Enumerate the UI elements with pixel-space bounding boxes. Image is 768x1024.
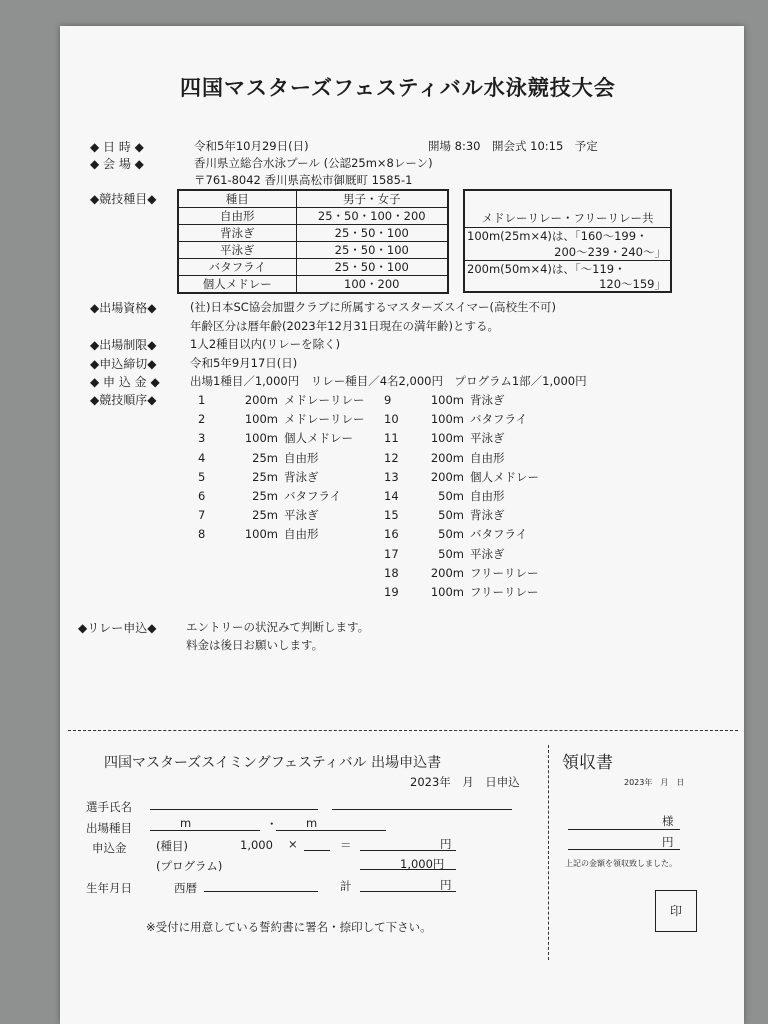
table-cell: 背泳ぎ [178,225,296,242]
open-time: 開場 8:30 開会式 10:15 予定 [428,139,598,153]
list-item: 14 50m 自由形 [384,489,505,504]
table-cell: 自由形 [178,208,296,225]
name-label: 選手氏名 [86,800,132,814]
table-row [178,190,448,208]
table-cell: 個人メドレー [178,276,296,294]
qualification-label: ◆出場資格◆ [90,301,157,315]
list-item: 10 100m バタフライ [384,412,528,427]
relay-box-head: メドレーリレー・フリーリレー共 [465,209,670,228]
table-header: 種目 [178,190,296,208]
receipt-title: 領収書 [562,753,613,773]
list-item: 6 25m バタフライ [198,489,342,504]
events-label: ◆競技種目◆ [90,192,157,206]
equals-sign: ＝ [340,838,352,852]
stamp-box: 印 [655,890,697,932]
limit-value: 1人2種目以内(リレーを除く) [190,337,341,351]
total-yen: 円 [440,878,452,892]
table-row [178,225,448,242]
relay-box-line: 120～159」 [599,277,666,291]
table-cell: 平泳ぎ [178,242,296,259]
order-list-left [198,391,365,545]
table-row [178,259,448,276]
program-label: (プログラム) [156,859,223,873]
fee-unit: 1,000 [240,838,273,852]
form-title: 四国マスターズスイミングフェスティバル 出場申込書 [104,755,442,771]
table-cell: 25・50・100・200 [296,208,448,225]
fee-sub-label: (種目) [156,839,188,853]
list-item: 11 100m 平泳ぎ [384,431,505,446]
table-cell: バタフライ [178,259,296,276]
list-item: 8 100m 自由形 [198,527,319,542]
receipt-note: 上記の金額を領収致しました。 [565,859,677,868]
list-item: 15 50m 背泳ぎ [384,508,505,523]
date-value: 令和5年10月29日(日) [194,139,309,153]
fee-label: ◆ 申 込 金 ◆ [90,375,160,389]
table-cell: 25・50・100 [296,259,448,276]
fee-field-label: 申込金 [92,841,127,855]
list-item: 2 100m メドレーリレー [198,412,365,427]
date-label: ◆ 日 時 ◆ [90,140,144,154]
qualification-line1: (社)日本SC協会加盟クラブに所属するマスターズスイマー(高校生不可) [190,300,556,314]
fee-yen: 円 [440,837,452,851]
total-label: 計 [340,879,352,893]
venue-label: ◆ 会 場 ◆ [90,157,144,171]
receipt-sama: 様 [662,814,674,828]
receipt-date: 2023年 月 日 [624,778,685,787]
events-table [177,189,449,294]
name-field-2[interactable] [332,796,512,810]
relay-box-line: 200m(50m×4)は、「～119・ [465,260,670,276]
list-item: 9 100m 背泳ぎ [384,393,505,407]
list-item: 4 25m 自由形 [198,450,319,465]
list-item: 12 200m 自由形 [384,450,505,465]
list-item: 18 200m フリーリレー [384,565,539,580]
receipt-yen: 円 [662,835,674,849]
list-item: 7 25m 平泳ぎ [198,508,319,523]
list-item: 5 25m 背泳ぎ [198,469,319,484]
fee-value: 出場1種目／1,000円 リレー種目／4名2,000円 プログラム1部／1,000円 [190,374,587,388]
page-title: 四国マスターズフェスティバル水泳競技大会 [180,76,616,100]
times-sign: × [288,837,298,851]
deadline-value: 令和5年9月17日(日) [190,356,298,370]
venue-value: 香川県立総合水泳プール (公認25m×8レーン) [194,156,433,170]
table-row [178,242,448,259]
pledge-note: ※受付に用意している誓約書に署名・捺印して下さい。 [146,920,432,934]
table-cell: 25・50・100 [296,225,448,242]
form-date: 2023年 月 日申込 [410,775,520,789]
table-row [178,208,448,225]
list-item: 19 100m フリーリレー [384,585,539,600]
event1-field[interactable] [150,817,260,831]
list-item: 17 50m 平泳ぎ [384,546,505,561]
order-label: ◆競技順序◆ [90,393,157,407]
receipt-divider [548,745,549,960]
relay-info-box [463,189,672,293]
events-field-label: 出場種目 [86,821,132,835]
table-header: 男子・女子 [296,190,448,208]
event1-unit: m [180,816,192,830]
cut-line [68,730,738,731]
relay-entry-line1: エントリーの状況みて判断します。 [186,620,370,634]
list-item: 13 200m 個人メドレー [384,469,539,484]
list-item: 1 200m メドレーリレー [198,393,365,407]
name-field[interactable] [150,796,318,810]
table-cell: 25・50・100 [296,242,448,259]
relay-box-line: 200～239・240～」 [554,245,666,259]
birth-label: 生年月日 [86,881,132,895]
limit-label: ◆出場制限◆ [90,338,157,352]
event-separator: ・ [266,817,278,831]
qualification-line2: 年齢区分は暦年齢(2023年12月31日現在の満年齢)とする。 [190,319,500,333]
relay-entry-line2: 料金は後日お願いします。 [186,638,324,652]
birth-date-field[interactable] [204,878,318,892]
deadline-label: ◆申込締切◆ [90,357,157,371]
relay-box-line: 100m(25m×4)は、「160～199・ [467,229,648,243]
order-list-right [384,391,539,602]
seireki-label: 西暦 [174,881,197,895]
list-item: 16 50m バタフライ [384,527,528,542]
table-cell: 100・200 [296,276,448,294]
relay-entry-label: ◆リレー申込◆ [78,621,157,635]
table-row [178,276,448,294]
count-field[interactable] [304,837,330,851]
list-item: 3 100m 個人メドレー [198,431,353,446]
event2-unit: m [306,816,318,830]
event2-field[interactable] [276,817,386,831]
venue-address: 〒761-8042 香川県高松市御厩町 1585-1 [194,173,413,187]
program-amount: 1,000円 [400,857,445,871]
